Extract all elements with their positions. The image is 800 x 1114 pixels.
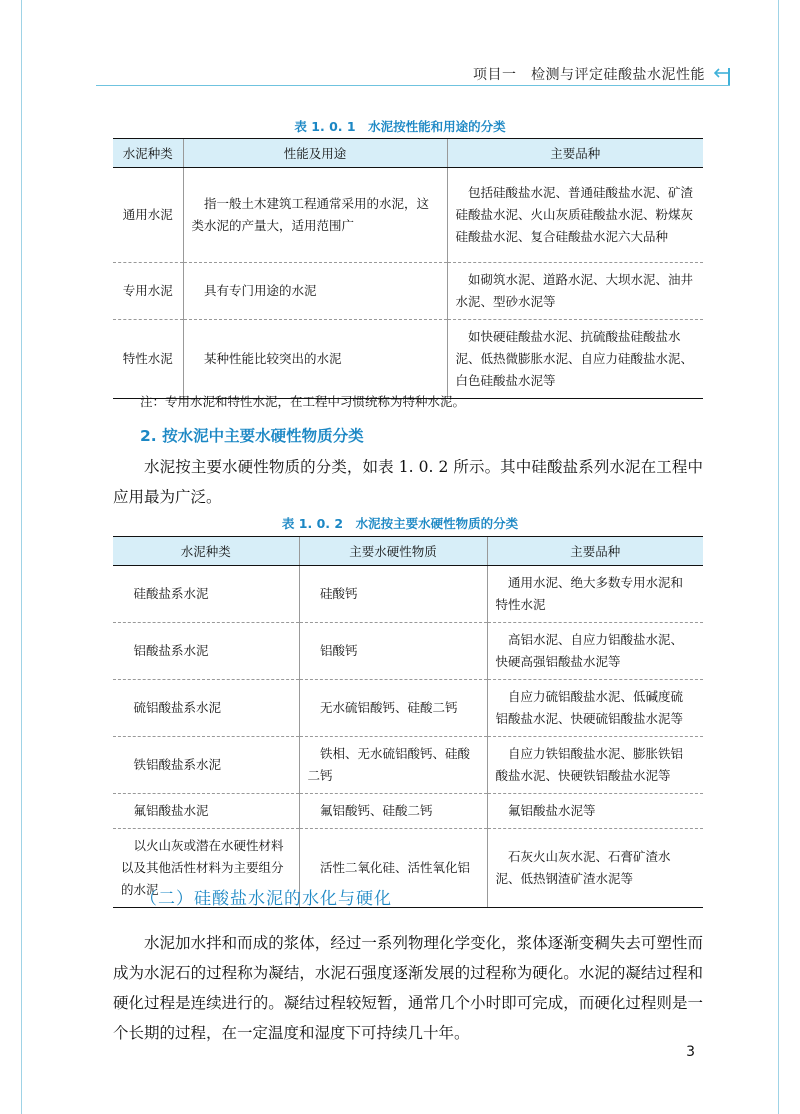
table-row (113, 168, 703, 263)
table-row (113, 737, 703, 794)
header-bracket (728, 68, 730, 86)
table1-header-usage: 性能及用途 (183, 139, 447, 168)
table1-cell-type: 专用水泥 (113, 263, 183, 320)
table2-cell-type: 铁铝酸盐系水泥 (113, 737, 299, 794)
table2-cell-substance: 氟铝酸钙、硅酸二钙 (299, 794, 487, 829)
table1-cell-varieties: 包括硅酸盐水泥、普通硅酸盐水泥、矿渣硅酸盐水泥、火山灰质硅酸盐水泥、粉煤灰硅酸盐水泥、复合硅酸盐水泥六大品种 (447, 168, 703, 263)
table2-header-type: 水泥种类 (113, 537, 299, 566)
header-arrow-icon (714, 68, 728, 78)
table2-cell-varieties: 高铝水泥、自应力铝酸盐水泥、快硬高强铝酸盐水泥等 (487, 623, 703, 680)
table2-cell-varieties: 自应力铁铝酸盐水泥、膨胀铁铝酸盐水泥、快硬铁铝酸盐水泥等 (487, 737, 703, 794)
section-title: 2. 按水泥中主要水硬性物质分类 (140, 427, 364, 445)
section-paragraph: 水泥按主要水硬性物质的分类，如表 1. 0. 2 所示。其中硅酸盐系列水泥在工程中应用最为广泛。 (113, 458, 703, 506)
table1-note: 注：专用水泥和特性水泥，在工程中习惯统称为特种水泥。 (140, 394, 466, 409)
table1-cell-type: 特性水泥 (113, 320, 183, 399)
table2-cell-substance: 铁相、无水硫铝酸钙、硅酸二钙 (299, 737, 487, 794)
table2-header-substance: 主要水硬性物质 (299, 537, 487, 566)
running-header-title: 项目一 检测与评定硅酸盐水泥性能 (473, 67, 705, 83)
page-frame-right (778, 0, 779, 1114)
table-row (113, 320, 703, 399)
table1-cell-varieties: 如砌筑水泥、道路水泥、大坝水泥、油井水泥、型砂水泥等 (447, 263, 703, 320)
table2-header-varieties: 主要品种 (487, 537, 703, 566)
table1-header-varieties: 主要品种 (447, 139, 703, 168)
table-row (113, 623, 703, 680)
table2-cell-type: 以火山灰或潜在水硬性材料以及其他活性材料为主要组分的水泥 (113, 829, 299, 908)
table1-cell-usage: 某种性能比较突出的水泥 (183, 320, 447, 399)
table-row (113, 263, 703, 320)
table2-cell-varieties: 石灰火山灰水泥、石膏矿渣水泥、低热钢渣矿渣水泥等 (487, 829, 703, 908)
table2-cell-varieties: 自应力硫铝酸盐水泥、低碱度硫铝酸盐水泥、快硬硫铝酸盐水泥等 (487, 680, 703, 737)
table2-cell-substance: 活性二氧化硅、活性氧化铝 (299, 829, 487, 908)
table2-cell-substance: 硅酸钙 (299, 566, 487, 623)
table1-header-type: 水泥种类 (113, 139, 183, 168)
table1-cell-type: 通用水泥 (113, 168, 183, 263)
table1-cell-usage: 指一般土木建筑工程通常采用的水泥，这类水泥的产量大，适用范围广 (183, 168, 447, 263)
subsection-title: （二）硅酸盐水泥的水化与硬化 (140, 889, 392, 909)
table2-cell-type: 氟铝酸盐水泥 (113, 794, 299, 829)
table2-cell-substance: 铝酸钙 (299, 623, 487, 680)
table2-cell-substance: 无水硫铝酸钙、硅酸二钙 (299, 680, 487, 737)
table2 (113, 536, 703, 908)
table2-header-row (113, 537, 703, 566)
table1-cell-varieties: 如快硬硅酸盐水泥、抗硫酸盐硅酸盐水泥、低热微膨胀水泥、自应力硅酸盐水泥、白色硅酸盐水泥等 (447, 320, 703, 399)
table-row (113, 680, 703, 737)
table1-header-row (113, 139, 703, 168)
subsection-paragraph: 水泥加水拌和而成的浆体，经过一系列物理化学变化，浆体逐渐变稠失去可塑性而成为水泥石的过程称为凝结，水泥石强度逐渐发展的过程称为硬化。水泥的凝结过程和硬化过程是连续进行的。凝结过程较短暂，通常几个小时即可完成，而硬化过程则是一个长期的过程，在一定温度和湿度下可持续几十年。 (113, 934, 703, 1042)
page-frame-left (21, 0, 22, 1114)
table1-caption: 表 1. 0. 1 水泥按性能和用途的分类 (294, 119, 506, 134)
header-rule (96, 85, 730, 86)
table2-cell-type: 硅酸盐系水泥 (113, 566, 299, 623)
table2-cell-varieties: 氟铝酸盐水泥等 (487, 794, 703, 829)
table-row (113, 566, 703, 623)
table1-cell-usage: 具有专门用途的水泥 (183, 263, 447, 320)
table2-cell-type: 铝酸盐系水泥 (113, 623, 299, 680)
table1 (113, 138, 703, 399)
table2-cell-varieties: 通用水泥、绝大多数专用水泥和特性水泥 (487, 566, 703, 623)
table2-cell-type: 硫铝酸盐系水泥 (113, 680, 299, 737)
page-number: 3 (686, 1044, 695, 1060)
table2-caption: 表 1. 0. 2 水泥按主要水硬性物质的分类 (281, 516, 519, 531)
table-row (113, 794, 703, 829)
